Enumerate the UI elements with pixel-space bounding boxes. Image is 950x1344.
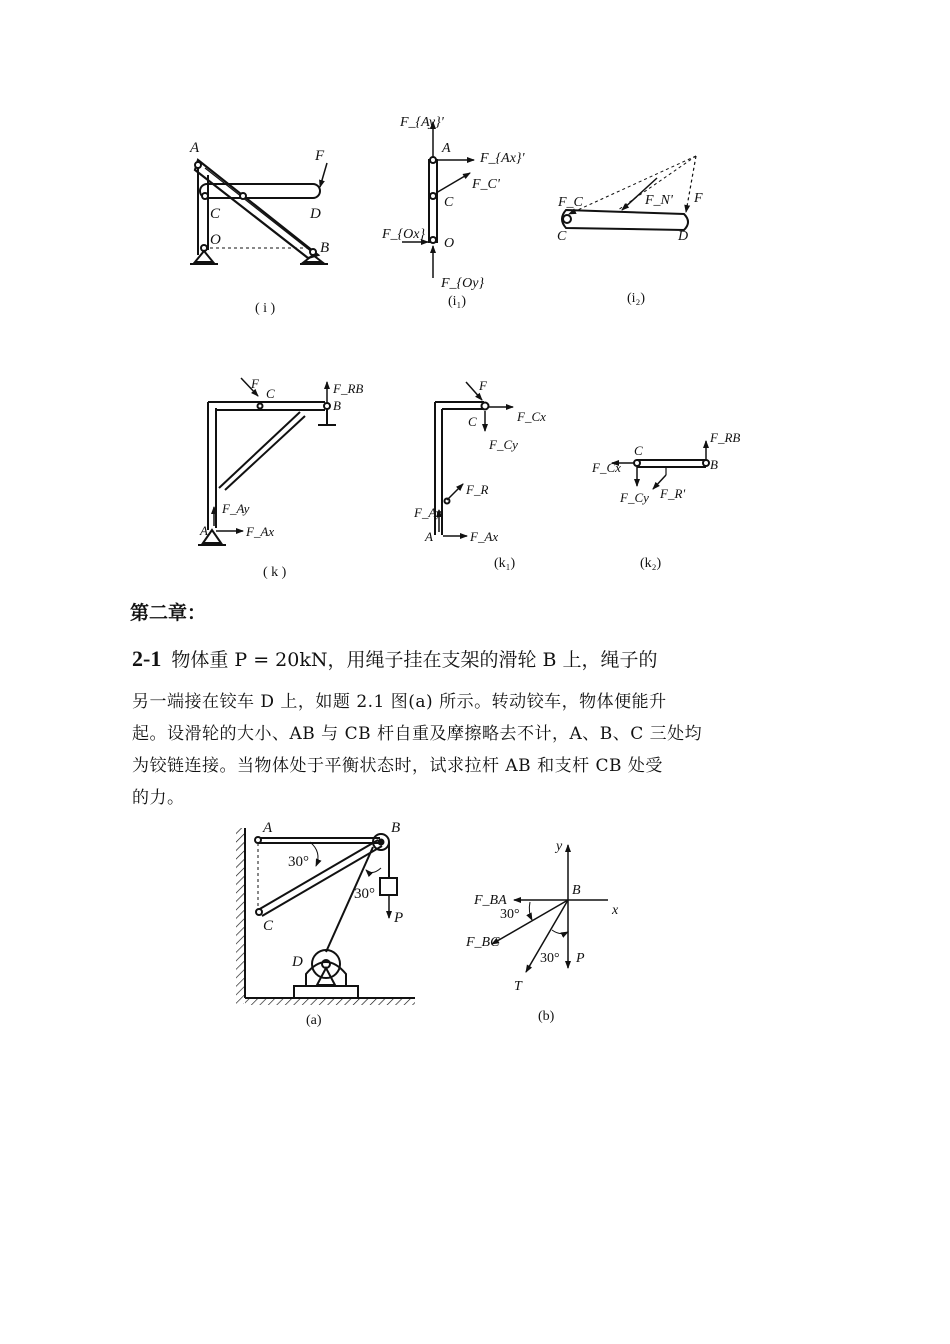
fig-b-label-y: y — [556, 839, 563, 854]
fig-k1-label-C: C — [468, 414, 477, 429]
fig-k1-label-FR: F_R — [466, 482, 489, 497]
fig-i1-caption: (i₁) — [448, 294, 467, 309]
fig-i2-caption: (i₂) — [627, 291, 646, 306]
fig-k1-label-F: F — [479, 378, 487, 393]
fig-k2-label-FCy: F_Cy — [620, 490, 649, 505]
chapter-heading: 第二章： — [130, 602, 207, 624]
figure-k — [198, 378, 336, 545]
fig-b-label-P: P — [576, 951, 585, 966]
fig-k2-label-B: B — [710, 457, 718, 472]
fig-i2-label-D: D — [678, 229, 689, 244]
problem-text-line-3: 起。设滑轮的大小、AB 与 CB 杆自重及摩擦略去不计，A、B、C 三处均 — [132, 724, 703, 744]
fig-a-label-B: B — [391, 820, 401, 836]
fig-b-label-x: x — [612, 903, 619, 918]
fig-k1-label-FCx: F_Cx — [517, 409, 546, 424]
fig-b-angle-1: 30° — [500, 907, 520, 922]
fig-a-angle-2: 30° — [354, 886, 375, 902]
fig-b-label-T: T — [514, 979, 522, 994]
fig-i-label-C: C — [210, 206, 221, 222]
fig-i-label-F: F — [315, 148, 325, 164]
fig-i1-label-FC: F_C' — [472, 177, 500, 192]
fig-k-label-FAy: F_Ay — [222, 501, 250, 516]
fig-k1-label-FAy: F_Ay — [414, 505, 442, 520]
fig-k2-label-FR: F_R' — [660, 486, 686, 501]
fig-k-label-C: C — [266, 386, 275, 401]
fig-k2-caption: (k₂) — [640, 556, 662, 571]
fig-i-label-D: D — [310, 206, 321, 222]
fig-k-label-B: B — [333, 398, 341, 413]
figure-k2 — [612, 441, 709, 489]
problem-text-line-5: 的力。 — [132, 788, 185, 808]
figure-b — [492, 845, 608, 972]
figure-k1 — [435, 382, 513, 536]
fig-i1-label-FOx: F_{Ox} — [382, 227, 426, 242]
figures-row-2 — [0, 0, 950, 600]
fig-i2-label-F: F — [694, 191, 703, 206]
figure-a — [236, 828, 415, 1005]
fig-i-label-A: A — [190, 140, 200, 156]
problem-text-line-4: 为铰链连接。当物体处于平衡状态时，试求拉杆 AB 和支杆 CB 处受 — [132, 756, 663, 776]
fig-k2-label-FCx: F_Cx — [592, 460, 621, 475]
fig-i-label-B: B — [320, 240, 330, 256]
fig-i2-label-FC: F_C — [558, 195, 583, 210]
fig-k-label-FAx: F_Ax — [246, 524, 275, 539]
fig-k2-label-FRB: F_RB — [710, 430, 741, 445]
fig-a-label-D: D — [292, 954, 303, 970]
fig-k-caption: ( k ) — [263, 565, 287, 580]
fig-b-caption: (b) — [538, 1009, 555, 1024]
fig-k-label-FRB: F_RB — [333, 381, 364, 396]
fig-k2-label-C: C — [634, 443, 643, 458]
fig-k-label-F: F — [251, 376, 259, 391]
fig-b-label-FBA: F_BA — [474, 893, 507, 908]
fig-k1-label-FCy: F_Cy — [489, 437, 518, 452]
fig-k-label-A: A — [200, 523, 208, 538]
fig-k1-label-A: A — [425, 529, 433, 544]
fig-a-label-C: C — [263, 918, 274, 934]
fig-k1-label-FAx: F_Ax — [470, 529, 499, 544]
fig-i1-label-FAx: F_{Ax}' — [480, 151, 525, 166]
fig-i1-label-FOy: F_{Oy} — [441, 276, 485, 291]
fig-a-angle-1: 30° — [288, 854, 309, 870]
fig-i-caption: ( i ) — [255, 301, 276, 316]
fig-b-label-B: B — [572, 883, 581, 898]
fig-i-label-O: O — [210, 232, 221, 248]
fig-i1-label-O: O — [444, 236, 455, 251]
fig-k1-caption: (k₁) — [494, 556, 516, 571]
fig-i1-label-FAy: F_{Ay}' — [400, 115, 444, 130]
fig-i1-label-A: A — [442, 141, 451, 156]
problem-number: 2-1 — [132, 646, 162, 671]
problem-line-1 — [132, 645, 732, 672]
fig-b-angle-2: 30° — [540, 951, 560, 966]
fig-a-caption: (a) — [306, 1013, 322, 1028]
fig-b-label-FBC: F_BC — [466, 935, 500, 950]
fig-i2-label-FN: F_N' — [645, 193, 673, 208]
fig-a-label-P: P — [394, 910, 404, 926]
problem-text-line-2: 另一端接在铰车 D 上，如题 2.1 图(a) 所示。转动铰车，物体便能升 — [132, 692, 667, 712]
fig-a-label-A: A — [263, 820, 273, 836]
problem-text-line-1: 物体重 P = 20kN，用绳子挂在支架的滑轮 B 上，绳子的 — [171, 649, 658, 671]
fig-i2-label-C: C — [557, 229, 567, 244]
fig-i1-label-C: C — [444, 195, 454, 210]
